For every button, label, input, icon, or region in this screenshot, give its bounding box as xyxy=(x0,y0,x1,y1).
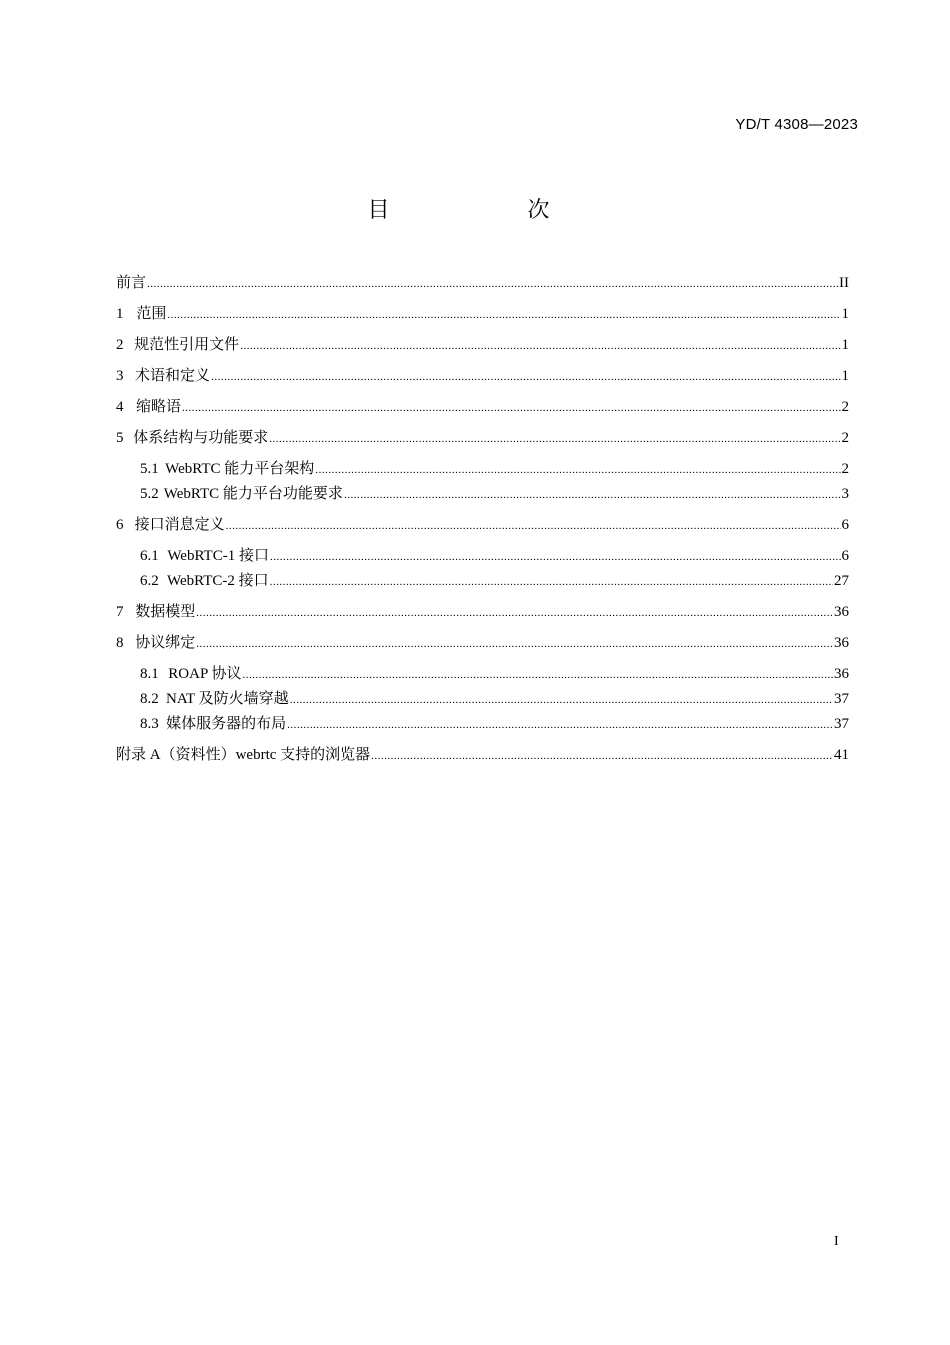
dot-leader xyxy=(270,571,833,593)
toc-entry-number: 3 xyxy=(116,368,124,384)
toc-entry-6[interactable] xyxy=(116,514,849,536)
dot-leader xyxy=(226,515,841,537)
dot-leader xyxy=(270,546,841,568)
page-number: I xyxy=(834,1234,839,1249)
toc-entry-label: NAT 及防火墙穿越 xyxy=(166,691,289,707)
toc-entry-page: 41 xyxy=(834,747,849,763)
dot-leader xyxy=(211,366,840,388)
dot-leader xyxy=(290,689,833,711)
toc-entry-number: 8.1 xyxy=(140,666,159,682)
toc-entry-number: 8 xyxy=(116,635,124,651)
dot-leader xyxy=(269,428,840,450)
toc-entry-page: 6 xyxy=(841,548,849,564)
toc-entry-1[interactable] xyxy=(116,303,849,325)
dot-leader xyxy=(315,459,840,481)
toc-entry-number: 5.1 xyxy=(140,461,159,477)
dot-leader xyxy=(240,335,840,357)
toc-entry-page: 2 xyxy=(841,430,849,446)
toc-entry-page: 1 xyxy=(841,306,849,322)
toc-entry-8-2[interactable] xyxy=(140,688,849,710)
toc-entry-label: 范围 xyxy=(136,306,167,322)
toc-entry-page: 2 xyxy=(841,461,849,477)
toc-entry-number: 6 xyxy=(116,517,124,533)
toc-entry-6-2[interactable] xyxy=(140,570,849,592)
toc-entry-page: 1 xyxy=(841,337,849,353)
toc-entry-label: 协议绑定 xyxy=(135,635,196,651)
toc-entry-3[interactable] xyxy=(116,365,849,387)
dot-leader xyxy=(287,714,833,736)
toc-entry-4[interactable] xyxy=(116,396,849,418)
toc-entry-5-1[interactable] xyxy=(140,458,849,480)
toc-entry-label: 数据模型 xyxy=(135,604,196,620)
toc-entry-number: 5 xyxy=(116,430,124,446)
toc-entry-number: 1 xyxy=(116,306,124,322)
toc-entry-label: 前言 xyxy=(116,275,147,291)
toc-entry-label: ROAP 协议 xyxy=(168,666,242,682)
toc-entry-number: 2 xyxy=(116,337,124,353)
toc-entry-label: WebRTC 能力平台架构 xyxy=(165,461,315,477)
dot-leader xyxy=(344,484,841,506)
toc-entry-page: 36 xyxy=(834,604,849,620)
dot-leader xyxy=(182,397,841,419)
toc-entry-label: 接口消息定义 xyxy=(134,517,225,533)
toc-entry-foreword[interactable] xyxy=(116,272,849,294)
toc-entry-number: 7 xyxy=(116,604,124,620)
toc-entry-label: 体系结构与功能要求 xyxy=(133,430,269,446)
toc-entry-number: 8.2 xyxy=(140,691,159,707)
toc-entry-8[interactable] xyxy=(116,632,849,654)
toc-entry-page: 37 xyxy=(834,691,849,707)
toc-entry-page: 6 xyxy=(841,517,849,533)
toc-entry-label: 附录 A（资料性）webrtc 支持的浏览器 xyxy=(116,747,371,763)
toc-entry-5[interactable] xyxy=(116,427,849,449)
dot-leader xyxy=(196,633,833,655)
toc-entry-number: 4 xyxy=(116,399,124,415)
dot-leader xyxy=(167,304,840,326)
toc-entry-label: 术语和定义 xyxy=(135,368,211,384)
toc-entry-8-3[interactable] xyxy=(140,713,849,735)
toc-entry-page: 3 xyxy=(841,486,849,502)
toc-entry-number: 8.3 xyxy=(140,716,159,732)
toc-entry-label: 缩略语 xyxy=(135,399,181,415)
dot-leader xyxy=(196,602,833,624)
toc-entry-5-2[interactable] xyxy=(140,483,849,505)
toc-entry-number: 6.2 xyxy=(140,573,159,589)
toc-entry-label: 规范性引用文件 xyxy=(134,337,240,353)
document-id: YD/T 4308—2023 xyxy=(735,116,858,133)
toc-entry-page: 36 xyxy=(834,666,849,682)
toc-entry-page: 2 xyxy=(841,399,849,415)
toc-entry-page: 36 xyxy=(834,635,849,651)
toc-entry-label: 媒体服务器的布局 xyxy=(166,716,287,732)
toc-entry-number: 6.1 xyxy=(140,548,159,564)
page-title: 目 次 xyxy=(367,198,608,223)
toc-entry-page: 37 xyxy=(834,716,849,732)
toc-entry-annex-a[interactable] xyxy=(116,744,849,766)
toc-entry-number: 5.2 xyxy=(140,486,159,502)
toc-entry-7[interactable] xyxy=(116,601,849,623)
toc-entry-label: WebRTC 能力平台功能要求 xyxy=(163,486,343,502)
toc-entry-label: WebRTC-2 接口 xyxy=(167,573,269,589)
toc-entry-label: WebRTC-1 接口 xyxy=(167,548,269,564)
toc-entry-8-1[interactable] xyxy=(140,663,849,685)
dot-leader xyxy=(243,664,833,686)
toc-entry-page: 27 xyxy=(834,573,849,589)
toc-entry-6-1[interactable] xyxy=(140,545,849,567)
toc-entry-page: 1 xyxy=(841,368,849,384)
toc-entry-page: II xyxy=(839,275,849,291)
toc-entry-2[interactable] xyxy=(116,334,849,356)
dot-leader xyxy=(147,273,838,295)
dot-leader xyxy=(371,745,833,767)
